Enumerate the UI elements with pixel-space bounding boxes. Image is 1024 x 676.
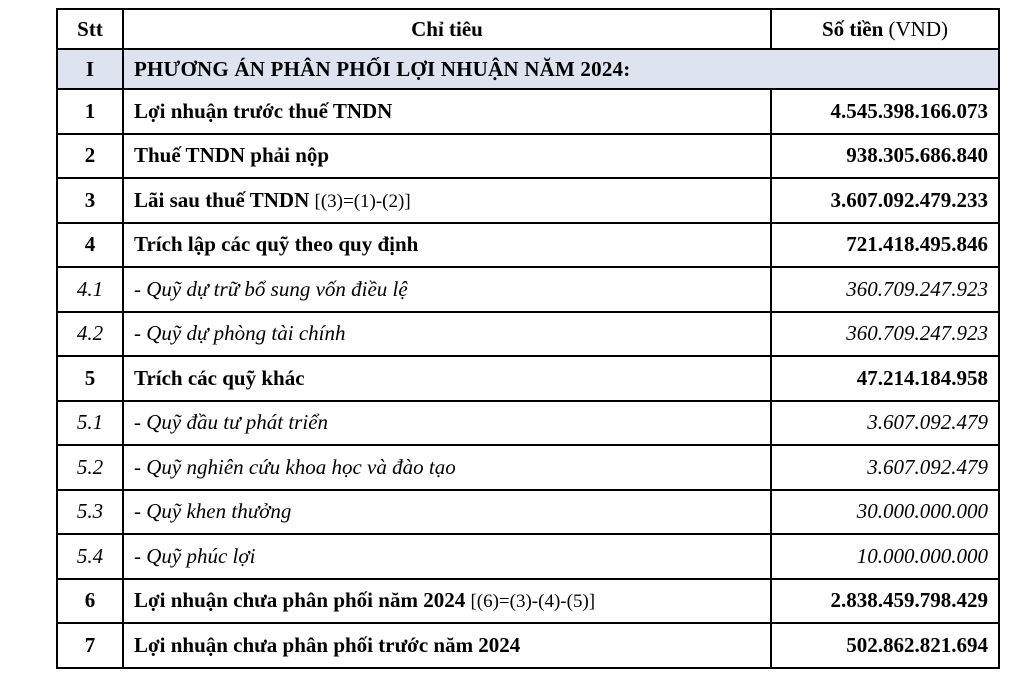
row-amount: 360.709.247.923 (771, 267, 999, 312)
row-label: - Quỹ nghiên cứu khoa học và đào tạo (134, 454, 456, 479)
table-row (57, 356, 999, 401)
row-stt: 4.2 (57, 312, 123, 357)
table-row (57, 534, 999, 579)
row-label: Lợi nhuận chưa phân phối trước năm 2024 (134, 632, 521, 657)
row-label-cell (123, 445, 771, 490)
row-label: Lợi nhuận trước thuế TNDN (134, 98, 393, 123)
header-so-tien-unit: (VND) (883, 16, 948, 41)
row-stt: 2 (57, 134, 123, 179)
row-label: Trích lập các quỹ theo quy định (134, 232, 419, 257)
table-row (57, 267, 999, 312)
row-amount: 4.545.398.166.073 (771, 89, 999, 134)
row-label-cell (123, 579, 771, 624)
row-stt: 1 (57, 89, 123, 134)
table-row (57, 401, 999, 446)
row-label: - Quỹ khen thưởng (134, 499, 292, 524)
row-formula: [(6)=(3)-(4)-(5)] (470, 591, 596, 613)
row-amount: 502.862.821.694 (771, 623, 999, 668)
row-label: Lãi sau thuế TNDN (134, 187, 315, 212)
table-row (57, 445, 999, 490)
row-formula: [(3)=(1)-(2)] (314, 190, 411, 212)
table-row (57, 623, 999, 668)
table-row (57, 89, 999, 134)
row-amount: 3.607.092.479 (771, 401, 999, 446)
row-label-cell (123, 178, 771, 223)
row-stt: 3 (57, 178, 123, 223)
row-label-cell (123, 534, 771, 579)
table-row (57, 134, 999, 179)
row-label-cell (123, 401, 771, 446)
row-stt: 4 (57, 223, 123, 268)
table-row (57, 579, 999, 624)
row-amount: 2.838.459.798.429 (771, 579, 999, 624)
header-so-tien-label: Số tiền (822, 16, 884, 41)
row-label-cell (123, 490, 771, 535)
row-label-cell (123, 89, 771, 134)
profit-distribution-table (56, 8, 1000, 669)
row-label: - Quỹ phúc lợi (134, 543, 256, 568)
row-stt: 5 (57, 356, 123, 401)
row-amount: 47.214.184.958 (771, 356, 999, 401)
header-chi-tieu: Chỉ tiêu (123, 9, 771, 49)
row-label: - Quỹ dự trữ bổ sung vốn điều lệ (134, 276, 408, 301)
table-row (57, 312, 999, 357)
row-amount: 3.607.092.479 (771, 445, 999, 490)
row-stt: 4.1 (57, 267, 123, 312)
row-amount: 938.305.686.840 (771, 134, 999, 179)
row-label: - Quỹ đầu tư phát triển (134, 410, 329, 435)
row-label: - Quỹ dự phòng tài chính (134, 321, 346, 346)
section-row (57, 49, 999, 89)
row-label-cell (123, 623, 771, 668)
table-row (57, 178, 999, 223)
row-label: Lợi nhuận chưa phân phối năm 2024 (134, 588, 471, 613)
table-row (57, 223, 999, 268)
table-row (57, 490, 999, 535)
row-label-cell (123, 267, 771, 312)
header-so-tien (771, 9, 999, 49)
row-label-cell (123, 312, 771, 357)
section-stt: I (57, 49, 123, 89)
row-amount: 3.607.092.479.233 (771, 178, 999, 223)
row-stt: 5.3 (57, 490, 123, 535)
row-amount: 10.000.000.000 (771, 534, 999, 579)
row-amount: 30.000.000.000 (771, 490, 999, 535)
row-label-cell (123, 223, 771, 268)
row-label-cell (123, 356, 771, 401)
row-stt: 5.1 (57, 401, 123, 446)
row-stt: 5.4 (57, 534, 123, 579)
row-amount: 360.709.247.923 (771, 312, 999, 357)
row-stt: 5.2 (57, 445, 123, 490)
row-stt: 7 (57, 623, 123, 668)
row-label: Trích các quỹ khác (134, 365, 305, 390)
section-title: PHƯƠNG ÁN PHÂN PHỐI LỢI NHUẬN NĂM 2024: (123, 49, 999, 89)
header-stt: Stt (57, 9, 123, 49)
row-stt: 6 (57, 579, 123, 624)
table-header-row (57, 9, 999, 49)
row-amount: 721.418.495.846 (771, 223, 999, 268)
row-label-cell (123, 134, 771, 179)
row-label: Thuế TNDN phải nộp (134, 143, 330, 168)
